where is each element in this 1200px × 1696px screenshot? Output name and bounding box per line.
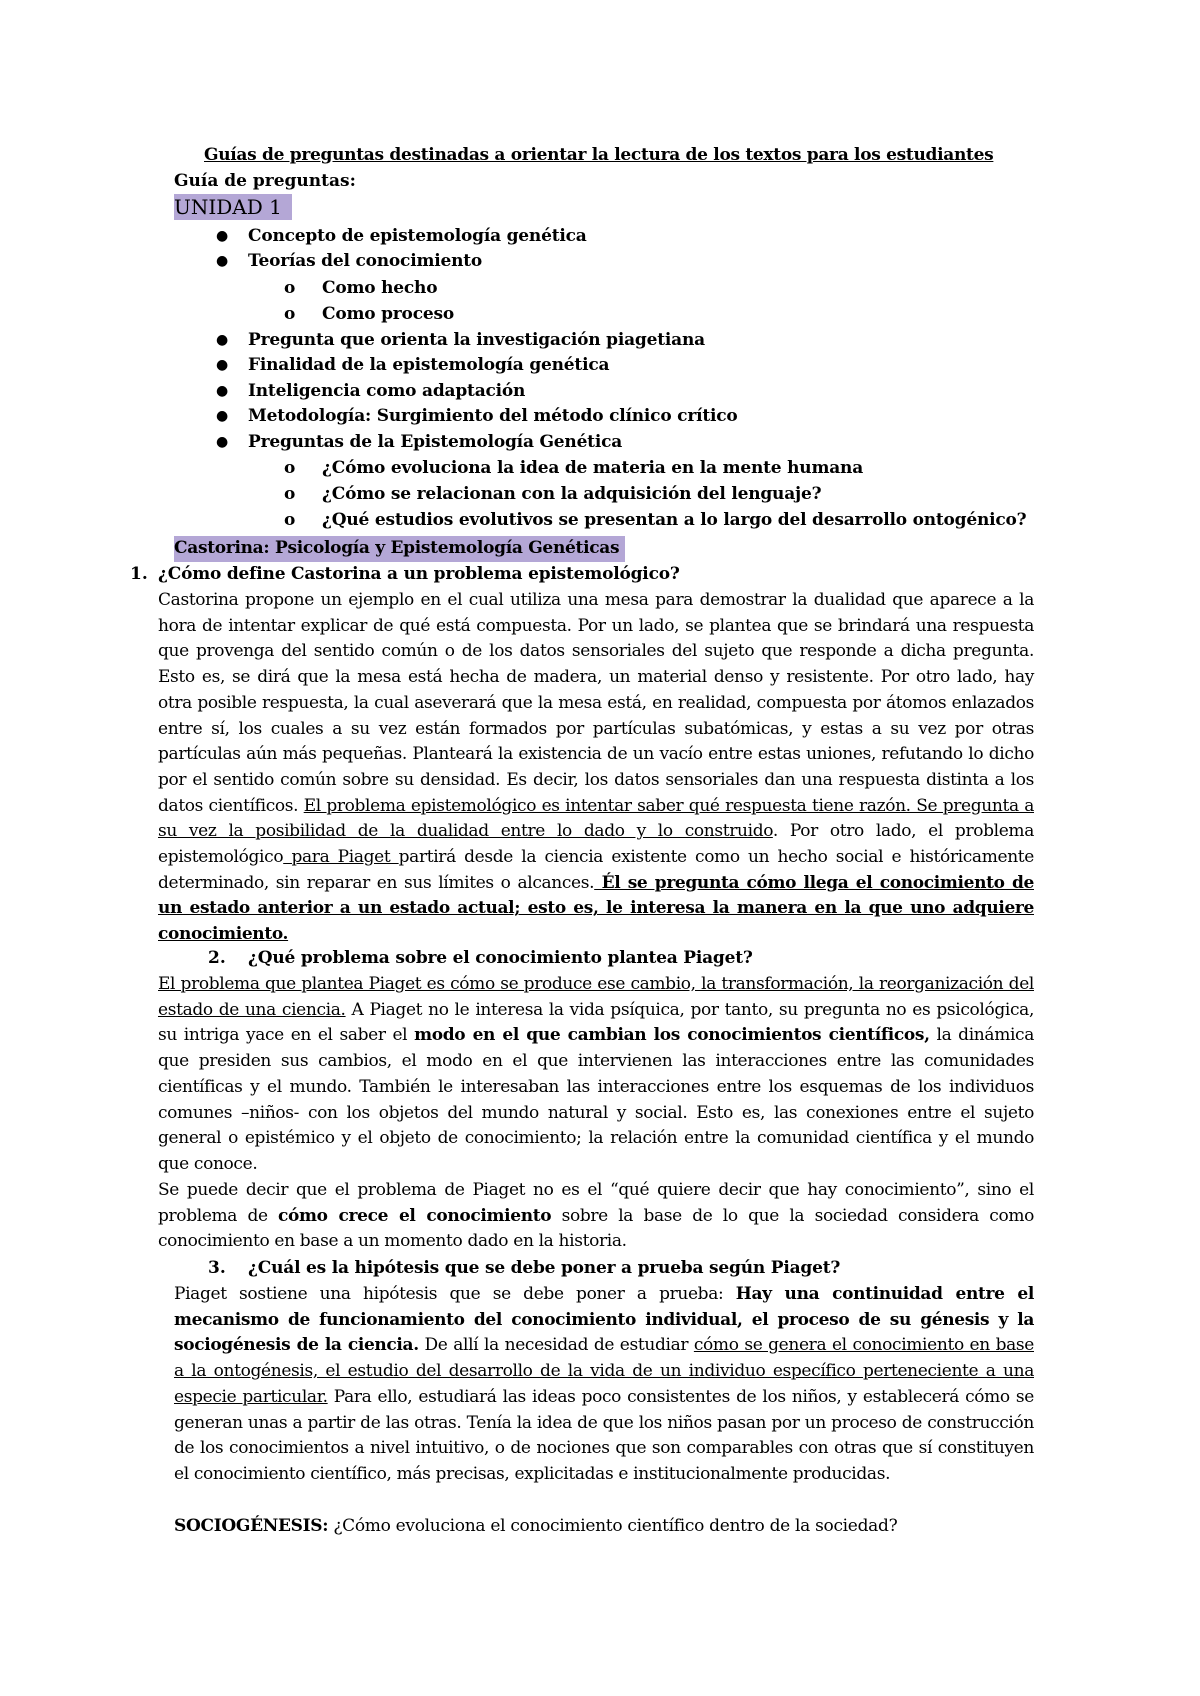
answer-underlined-text: El problema epistemológico es intentar saber qué respuesta tiene razón. Se pregunta a su vez la posibilidad de la dualidad entre lo dado y lo construido	[158, 795, 1034, 842]
bullet-icon: ●	[216, 357, 229, 373]
answer-paragraph	[158, 972, 1034, 1178]
answer-underlined-text: cómo se genera el conocimiento en base a la ontogénesis, el estudio del desarrollo de la vida de un individuo específico perteneciente a una especie particular.	[174, 1335, 1034, 1407]
bullet-label: Finalidad de la epistemología genética	[248, 355, 610, 375]
sub-bullet-label: ¿Qué estudios evolutivos se presentan a lo largo del desarrollo ontogénico?	[322, 510, 1027, 530]
question-number: 3.	[208, 1258, 226, 1278]
sub-bullet-item	[284, 276, 438, 302]
sub-bullet-icon: o	[284, 510, 296, 530]
bullet-icon: ●	[216, 434, 229, 450]
question-heading: ¿Cómo define Castorina a un problema epistemológico?	[158, 564, 680, 584]
question-heading: ¿Qué problema sobre el conocimiento plantea Piaget?	[248, 948, 753, 968]
answer-text: Se puede decir que el problema de Piaget no es el “qué quiere decir que hay conocimiento”, sino el problema de	[158, 1180, 1034, 1226]
answer-underlined-text: para Piaget	[283, 847, 399, 868]
answer-text: la dinámica que presiden sus cambios, el modo en el que intervienen las interacciones entre las comunidades científicas y el mundo. También le interesaban las interacciones entre los esquemas de los individuos comunes –niños- con los objetos del mundo natural y social. Esto es, las conexiones entre el sujeto general o epistémico y el objeto de conocimiento; la relación entre la comunidad científica y el mundo que conoce.	[158, 1025, 1035, 1174]
bullet-item	[216, 379, 526, 405]
bullet-label: Concepto de epistemología genética	[248, 226, 587, 246]
answer-text: Castorina propone un ejemplo en el cual utiliza una mesa para demostrar la dualidad que aparece a la hora de intentar explicar de qué está compuesta. Por un lado, se plantea que se brindará una respuesta que provenga del sentido común o de los datos sensoriales del sujeto que responde a dicha pregunta. Esto es, se dirá que la mesa está hecha de madera, un material denso y resistente. Por otro lado, hay otra posible respuesta, la cual aseverará que la mesa está, en realidad, compuesta por átomos enlazados entre sí, los cuales a su vez están formados por partículas subatómicas, y estas a su vez por otras partículas aún más pequeñas. Planteará la existencia de un vacío entre estas uniones, refutando lo dicho por el sentido común sobre su densidad. Es decir, los datos sensoriales dan una respuesta distinta a los datos científicos.	[158, 590, 1034, 816]
answer-emphasis-text: Hay una continuidad entre el mecanismo de funcionamiento del conocimiento individual, el proceso de su génesis y la sociogénesis de la ciencia.	[174, 1284, 1035, 1356]
sub-bullet-label: ¿Cómo evoluciona la idea de materia en la mente humana	[322, 458, 864, 478]
sub-bullet-icon: o	[284, 484, 296, 504]
sub-bullet-item	[284, 302, 454, 328]
answer-emphasis-text: Él se pregunta cómo llega el conocimiento de un estado anterior a un estado actual; esto es, le interesa la manera en la que uno adquiere conocimiento.	[158, 872, 1034, 945]
bullet-icon: ●	[216, 332, 229, 348]
sociogenesis-label: SOCIOGÉNESIS:	[174, 1516, 329, 1536]
sub-bullet-icon: o	[284, 458, 296, 478]
question-heading: ¿Cuál es la hipótesis que se debe poner a prueba según Piaget?	[248, 1258, 841, 1278]
answer-text: Piaget sostiene una hipótesis que se debe poner a prueba:	[174, 1284, 736, 1304]
bullet-icon: ●	[216, 383, 229, 399]
sub-bullet-label: Como proceso	[322, 304, 454, 324]
sub-bullet-label: Como hecho	[322, 278, 438, 298]
sociogenesis-line	[174, 1514, 897, 1540]
bullet-item	[216, 328, 705, 354]
answer-paragraph	[158, 1178, 1034, 1255]
answer-text: partirá desde la ciencia existente como un hecho social e históricamente determinado, sin reparar en sus límites o alcances.	[158, 847, 1034, 893]
guide-label: Guía de preguntas:	[174, 171, 356, 191]
bullet-item	[216, 430, 623, 456]
unit-heading: UNIDAD 1	[174, 194, 292, 220]
question-number: 2.	[208, 948, 226, 968]
sub-bullet-icon: o	[284, 304, 296, 324]
bullet-item	[216, 249, 483, 275]
bullet-label: Preguntas de la Epistemología Genética	[248, 432, 623, 452]
sub-bullet-item	[284, 456, 864, 482]
answer-text: sobre la base de lo que la sociedad considera como conocimiento en base a un momento dado en la historia.	[158, 1205, 1034, 1252]
bullet-item	[216, 224, 587, 250]
bullet-icon: ●	[216, 253, 229, 269]
bullet-label: Metodología: Surgimiento del método clínico crítico	[248, 406, 738, 426]
bullet-item	[216, 353, 610, 379]
sub-bullet-item	[284, 508, 1027, 534]
answer-text: Para ello, estudiará las ideas poco consistentes de los niños, y establecerá cómo se generan unas a partir de las otras. Tenía la idea de que los niños pasan por un proceso de construcción de los conocimientos a nivel intuitivo, o de nociones que son comparables con otras que sí constituyen el conocimiento científico, más precisas, explicitadas e institucionalmente producidas.	[174, 1386, 1034, 1484]
answer-emphasis-text: cómo crece el conocimiento	[278, 1205, 552, 1226]
document-title: Guías de preguntas destinadas a orientar la lectura de los textos para los estudiantes	[204, 145, 994, 165]
bullet-label: Pregunta que orienta la investigación piagetiana	[248, 330, 705, 350]
bullet-icon: ●	[216, 408, 229, 424]
bullet-label: Teorías del conocimiento	[248, 251, 483, 271]
section-heading: Castorina: Psicología y Epistemología Genéticas	[174, 536, 625, 562]
answer-underlined-text: El problema que plantea Piaget es cómo se produce ese cambio, la transformación, la reorganización del estado de una ciencia.	[158, 974, 1034, 1020]
answer-text: A Piaget no le interesa la vida psíquica, por tanto, su pregunta no es psicológica, su intriga yace en el saber el	[158, 999, 1034, 1046]
question-number: 1.	[130, 564, 148, 584]
answer-emphasis-text: modo en el que cambian los conocimientos científicos,	[414, 1025, 930, 1046]
answer-paragraph	[158, 588, 1034, 948]
answer-text: . Por otro lado, el problema epistemológico	[158, 821, 1034, 868]
sub-bullet-icon: o	[284, 278, 296, 298]
sociogenesis-question: ¿Cómo evoluciona el conocimiento científico dentro de la sociedad?	[328, 1516, 898, 1536]
bullet-icon: ●	[216, 228, 229, 244]
sub-bullet-item	[284, 482, 822, 508]
answer-text: De allí la necesidad de estudiar	[418, 1335, 694, 1356]
sub-bullet-label: ¿Cómo se relacionan con la adquisición del lenguaje?	[322, 484, 822, 504]
bullet-item	[216, 404, 738, 430]
bullet-label: Inteligencia como adaptación	[248, 381, 526, 401]
answer-paragraph	[174, 1282, 1034, 1488]
